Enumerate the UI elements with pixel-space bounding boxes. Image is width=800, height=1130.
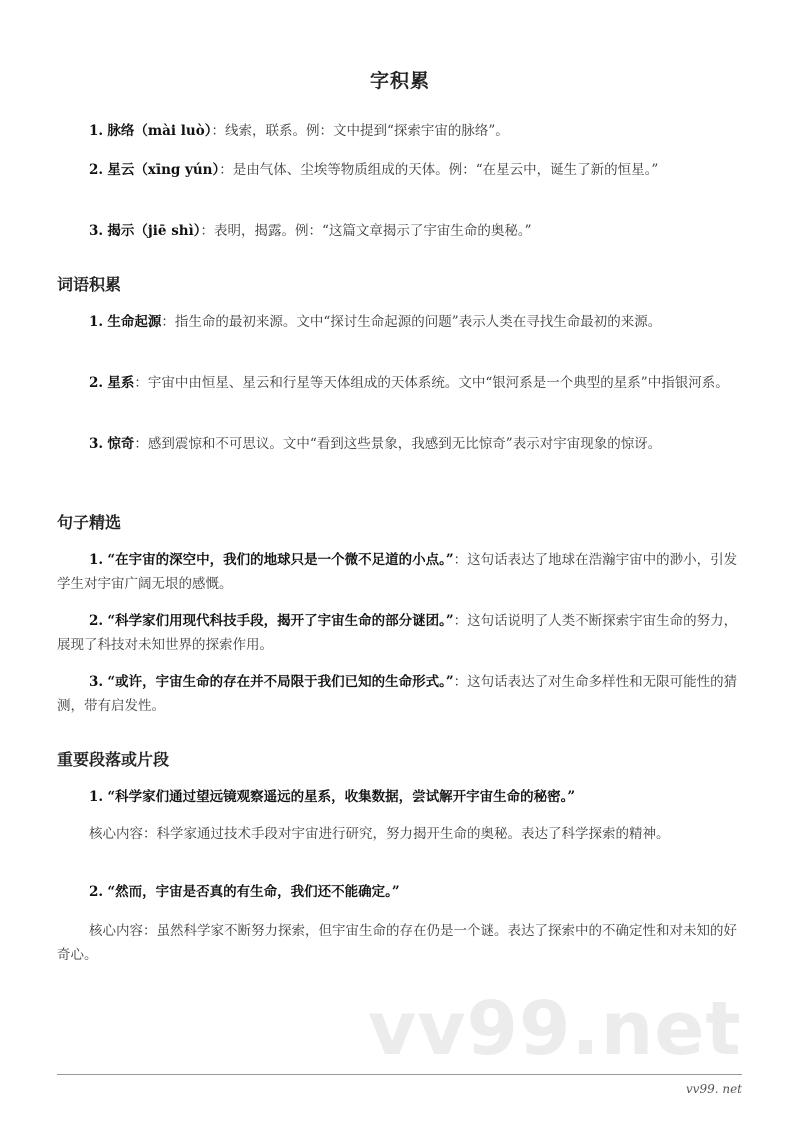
item-term: “然而，宇宙是否真的有生命，我们还不能确定。” bbox=[107, 884, 400, 900]
section-heading: 词语积累 bbox=[57, 275, 122, 294]
passage-core-content: 核心内容：科学家通过技术手段对宇宙进行研究，努力揭开生命的奥秘。表达了科学探索的精神。 bbox=[89, 826, 670, 842]
passage-quote bbox=[57, 880, 747, 904]
item-text: 是由气体、尘埃等物质组成的天体。例：“在星云中，诞生了新的恒星。” bbox=[232, 162, 659, 178]
item-term: 星系 bbox=[107, 375, 135, 391]
item-separator: ： bbox=[161, 314, 175, 330]
item-number: 1. bbox=[89, 552, 104, 568]
item-separator: ： bbox=[134, 436, 148, 452]
watermark: vv99.net bbox=[368, 986, 742, 1072]
item-text: 这句话表达了对生命多样性和无限可能性的猜测，带有启发性。 bbox=[57, 674, 738, 714]
item-term: 星云（xīng yún） bbox=[107, 162, 220, 178]
list-item bbox=[57, 310, 747, 334]
item-number: 1. bbox=[89, 789, 104, 805]
item-text: 感到震惊和不可思议。文中“看到这些景象，我感到无比惊奇”表示对宇宙现象的惊讶。 bbox=[147, 436, 662, 452]
item-term: 惊奇 bbox=[107, 436, 135, 452]
item-separator: ： bbox=[453, 674, 468, 690]
item-text: 指生命的最初来源。文中“探讨生命起源的问题”表示人类在寻找生命最初的来源。 bbox=[174, 314, 662, 330]
item-term: “科学家们用现代科技手段，揭开了宇宙生命的部分谜团。” bbox=[107, 613, 454, 629]
list-item bbox=[57, 609, 747, 657]
item-separator: ： bbox=[211, 123, 225, 139]
item-text: 表明，揭露。例：“这篇文章揭示了宇宙生命的奥秘。” bbox=[214, 223, 532, 239]
item-number: 2. bbox=[89, 162, 104, 178]
item-separator: ： bbox=[219, 162, 233, 178]
item-number: 2. bbox=[89, 884, 104, 900]
item-separator: ： bbox=[134, 375, 148, 391]
list-item bbox=[57, 119, 747, 143]
footer-text: vv99. net bbox=[685, 1082, 742, 1096]
list-item bbox=[57, 219, 747, 243]
passage-core-content: 核心内容：虽然科学家不断努力探索，但宇宙生命的存在仍是一个谜。表达了探索中的不确定性和对未知的好奇心。 bbox=[57, 923, 737, 963]
item-number: 1. bbox=[89, 314, 104, 330]
page-title: 字积累 bbox=[369, 70, 430, 92]
item-term: “或许，宇宙生命的存在并不局限于我们已知的生命形式。” bbox=[107, 674, 454, 690]
list-item bbox=[57, 670, 747, 718]
item-separator: ： bbox=[200, 223, 214, 239]
item-number: 3. bbox=[89, 674, 104, 690]
item-text: 线索，联系。例：文中提到“探索宇宙的脉络”。 bbox=[224, 123, 509, 139]
item-number: 2. bbox=[89, 375, 104, 391]
item-term: 脉络（mài luò） bbox=[107, 123, 212, 139]
passage-quote bbox=[57, 785, 747, 809]
item-term: 生命起源 bbox=[107, 314, 162, 330]
item-term: “在宇宙的深空中，我们的地球只是一个微不足道的小点。” bbox=[107, 552, 454, 568]
list-item bbox=[57, 371, 747, 395]
section-heading: 句子精选 bbox=[57, 513, 122, 532]
item-text: 这句话表达了地球在浩瀚宇宙中的渺小，引发学生对宇宙广阔无垠的感慨。 bbox=[57, 552, 738, 592]
item-text: 宇宙中由恒星、星云和行星等天体组成的天体系统。文中“银河系是一个典型的星系”中指银河系。 bbox=[147, 375, 729, 391]
item-number: 1. bbox=[89, 123, 104, 139]
item-number: 3. bbox=[89, 436, 104, 452]
item-number: 2. bbox=[89, 613, 104, 629]
footer-divider bbox=[57, 1074, 742, 1075]
item-text: 这句话说明了人类不断探索宇宙生命的努力，展现了科技对未知世界的探索作用。 bbox=[57, 613, 738, 653]
list-item bbox=[57, 548, 747, 596]
list-item bbox=[57, 158, 747, 182]
item-separator: ： bbox=[453, 613, 468, 629]
item-term: “科学家们通过望远镜观察遥远的星系，收集数据，尝试解开宇宙生命的秘密。” bbox=[107, 789, 576, 805]
item-term: 揭示（jiē shì） bbox=[107, 223, 201, 239]
list-item bbox=[57, 432, 747, 456]
item-number: 3. bbox=[89, 223, 104, 239]
item-separator: ： bbox=[453, 552, 468, 568]
section-heading: 重要段落或片段 bbox=[57, 750, 170, 769]
